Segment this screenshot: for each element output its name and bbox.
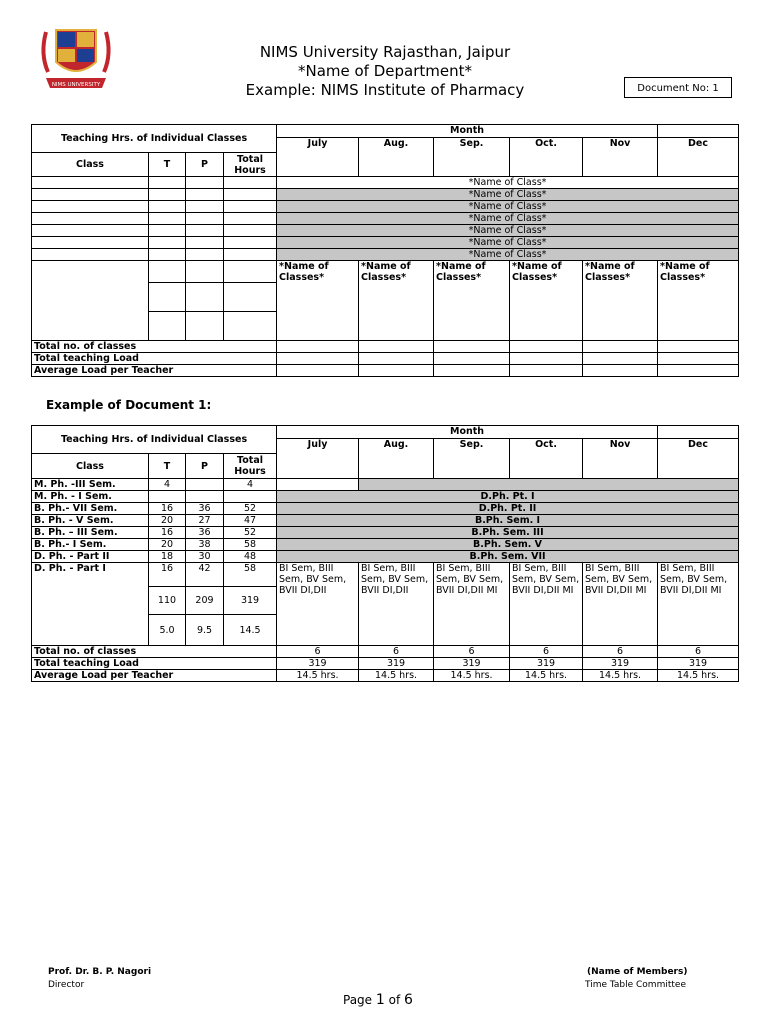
class-cell [32, 225, 149, 237]
p-value [186, 479, 224, 491]
total-classes-value: 6 [510, 646, 583, 658]
name-of-class-band: *Name of Class* [277, 249, 739, 261]
name-of-classes-oct: *Name of Classes* [510, 261, 583, 341]
class-name: D. Ph. - Part I [32, 563, 149, 646]
avg-load-label: Average Load per Teacher [32, 365, 277, 377]
month-dec: Dec [658, 138, 739, 177]
p-value: 27 [186, 515, 224, 527]
university-logo [36, 24, 116, 98]
p-value: 42 [186, 563, 224, 587]
university-title: NIMS University Rajasthan, Jaipur [259, 43, 511, 61]
avg-load-value: 14.5 hrs. [359, 670, 434, 682]
hours-value: 52 [224, 527, 277, 539]
name-of-classes-dec: *Name of Classes* [658, 261, 739, 341]
hours-value: 48 [224, 551, 277, 563]
class-name: M. Ph. -III Sem. [32, 479, 149, 491]
total-load-value: 319 [510, 658, 583, 670]
name-of-class-band: *Name of Class* [277, 237, 739, 249]
hours-average: 14.5 [224, 615, 277, 646]
t-value: 18 [149, 551, 186, 563]
total-load-label: Total teaching Load [32, 658, 277, 670]
t-header: T [149, 153, 186, 177]
page-total: 6 [404, 992, 413, 1008]
month-nov: Nov [583, 138, 658, 177]
hours-total: 319 [224, 587, 277, 615]
hours-value: 58 [224, 563, 277, 587]
class-band: B.Ph. Sem. VII [277, 551, 739, 563]
teaching-hrs-header: Teaching Hrs. of Individual Classes [32, 125, 277, 153]
page-current: 1 [375, 992, 385, 1008]
example-title: Example: NIMS Institute of Pharmacy [245, 81, 525, 99]
month-note: BI Sem, BIII Sem, BV Sem, BVII DI,DII MI [510, 563, 583, 646]
class-name: D. Ph. - Part II [32, 551, 149, 563]
class-band: D.Ph. Pt. II [277, 503, 739, 515]
class-name: M. Ph. - I Sem. [32, 491, 149, 503]
class-band: B.Ph. Sem. III [277, 527, 739, 539]
name-of-classes-nov: *Name of Classes* [583, 261, 658, 341]
month-aug: Aug. [359, 138, 434, 177]
month-oct: Oct. [510, 138, 583, 177]
t-value: 20 [149, 515, 186, 527]
t-average: 5.0 [149, 615, 186, 646]
class-name: B. Ph. – III Sem. [32, 527, 149, 539]
class-cell [32, 177, 149, 189]
name-of-classes-sep: *Name of Classes* [434, 261, 510, 341]
t-value: 16 [149, 527, 186, 539]
total-classes-value: 6 [434, 646, 510, 658]
class-name: B. Ph. - V Sem. [32, 515, 149, 527]
page-of: of [388, 993, 401, 1007]
class-band: B.Ph. Sem. I [277, 515, 739, 527]
p-header: P [186, 454, 224, 479]
avg-load-value: 14.5 hrs. [583, 670, 658, 682]
month-note: BI Sem, BIII Sem, BV Sem, BVII DI,DII [277, 563, 359, 646]
logo-text: NIMS UNIVERSITY [51, 82, 101, 88]
p-value: 38 [186, 539, 224, 551]
name-of-class-band: *Name of Class* [277, 177, 739, 189]
total-classes-value: 6 [583, 646, 658, 658]
month-header: Month [277, 426, 658, 439]
p-header: P [186, 153, 224, 177]
committee-role: Time Table Committee [585, 980, 686, 990]
name-of-classes-july: *Name of Classes* [277, 261, 359, 341]
t-value: 16 [149, 503, 186, 515]
class-header: Class [32, 153, 149, 177]
shaded-band [359, 479, 739, 491]
month-sep: Sep. [434, 439, 510, 479]
hours-value: 4 [224, 479, 277, 491]
total-load-value: 319 [277, 658, 359, 670]
avg-load-value: 14.5 hrs. [277, 670, 359, 682]
hours-value: 47 [224, 515, 277, 527]
p-value: 36 [186, 527, 224, 539]
avg-load-value: 14.5 hrs. [434, 670, 510, 682]
t-value: 20 [149, 539, 186, 551]
month-oct: Oct. [510, 439, 583, 479]
avg-load-value: 14.5 hrs. [510, 670, 583, 682]
class-name: B. Ph.- I Sem. [32, 539, 149, 551]
p-value: 36 [186, 503, 224, 515]
total-classes-value: 6 [658, 646, 739, 658]
page-number [343, 992, 413, 1008]
month-dec: Dec [658, 439, 739, 479]
class-name: B. Ph.- VII Sem. [32, 503, 149, 515]
class-band: D.Ph. Pt. I [277, 491, 739, 503]
total-load-value: 319 [359, 658, 434, 670]
month-july: July [277, 439, 359, 479]
p-total: 209 [186, 587, 224, 615]
month-july: July [277, 138, 359, 177]
department-title: *Name of Department* [297, 62, 473, 80]
total-load-value: 319 [658, 658, 739, 670]
class-cell [32, 189, 149, 201]
name-of-classes-aug: *Name of Classes* [359, 261, 434, 341]
total-classes-value: 6 [359, 646, 434, 658]
avg-load-value: 14.5 hrs. [658, 670, 739, 682]
hours-value: 52 [224, 503, 277, 515]
total-hours-header: Total Hours [224, 454, 277, 479]
members-name: (Name of Members) [587, 967, 688, 977]
p-value [186, 491, 224, 503]
month-nov: Nov [583, 439, 658, 479]
example-table [31, 425, 739, 682]
total-classes-label: Total no. of classes [32, 341, 277, 353]
t-value: 4 [149, 479, 186, 491]
class-cell [32, 201, 149, 213]
hours-value [224, 491, 277, 503]
class-cell [32, 213, 149, 225]
teaching-hrs-header: Teaching Hrs. of Individual Classes [32, 426, 277, 454]
t-value: 16 [149, 563, 186, 587]
page-word: Page [343, 993, 373, 1007]
class-cell-merged [32, 261, 149, 341]
month-note: BI Sem, BIII Sem, BV Sem, BVII DI,DII MI [583, 563, 658, 646]
example-heading: Example of Document 1: [46, 398, 212, 412]
document-number: Document No: 1 [624, 77, 732, 98]
month-note: BI Sem, BIII Sem, BV Sem, BVII DI,DII MI [434, 563, 510, 646]
month-aug: Aug. [359, 439, 434, 479]
total-classes-label: Total no. of classes [32, 646, 277, 658]
name-of-class-band: *Name of Class* [277, 225, 739, 237]
total-hours-header: Total Hours [224, 153, 277, 177]
name-of-class-band: *Name of Class* [277, 213, 739, 225]
month-sep: Sep. [434, 138, 510, 177]
total-load-value: 319 [583, 658, 658, 670]
director-name: Prof. Dr. B. P. Nagori [48, 967, 152, 977]
avg-load-label: Average Load per Teacher [32, 670, 277, 682]
blank-cell [658, 426, 739, 439]
total-classes-value: 6 [277, 646, 359, 658]
class-band: B.Ph. Sem. V [277, 539, 739, 551]
p-value: 30 [186, 551, 224, 563]
total-load-label: Total teaching Load [32, 353, 277, 365]
class-header: Class [32, 454, 149, 479]
t-value [149, 491, 186, 503]
t-total: 110 [149, 587, 186, 615]
blank-cell [277, 479, 359, 491]
p-average: 9.5 [186, 615, 224, 646]
blank-cell [658, 125, 739, 138]
class-cell [32, 237, 149, 249]
month-note: BI Sem, BIII Sem, BV Sem, BVII DI,DII MI [658, 563, 739, 646]
director-role: Director [48, 980, 85, 990]
t-header: T [149, 454, 186, 479]
class-cell [32, 249, 149, 261]
month-header: Month [277, 125, 658, 138]
name-of-class-band: *Name of Class* [277, 189, 739, 201]
month-note: BI Sem, BIII Sem, BV Sem, BVII DI,DII [359, 563, 434, 646]
template-table [31, 124, 739, 377]
hours-value: 58 [224, 539, 277, 551]
name-of-class-band: *Name of Class* [277, 201, 739, 213]
total-load-value: 319 [434, 658, 510, 670]
